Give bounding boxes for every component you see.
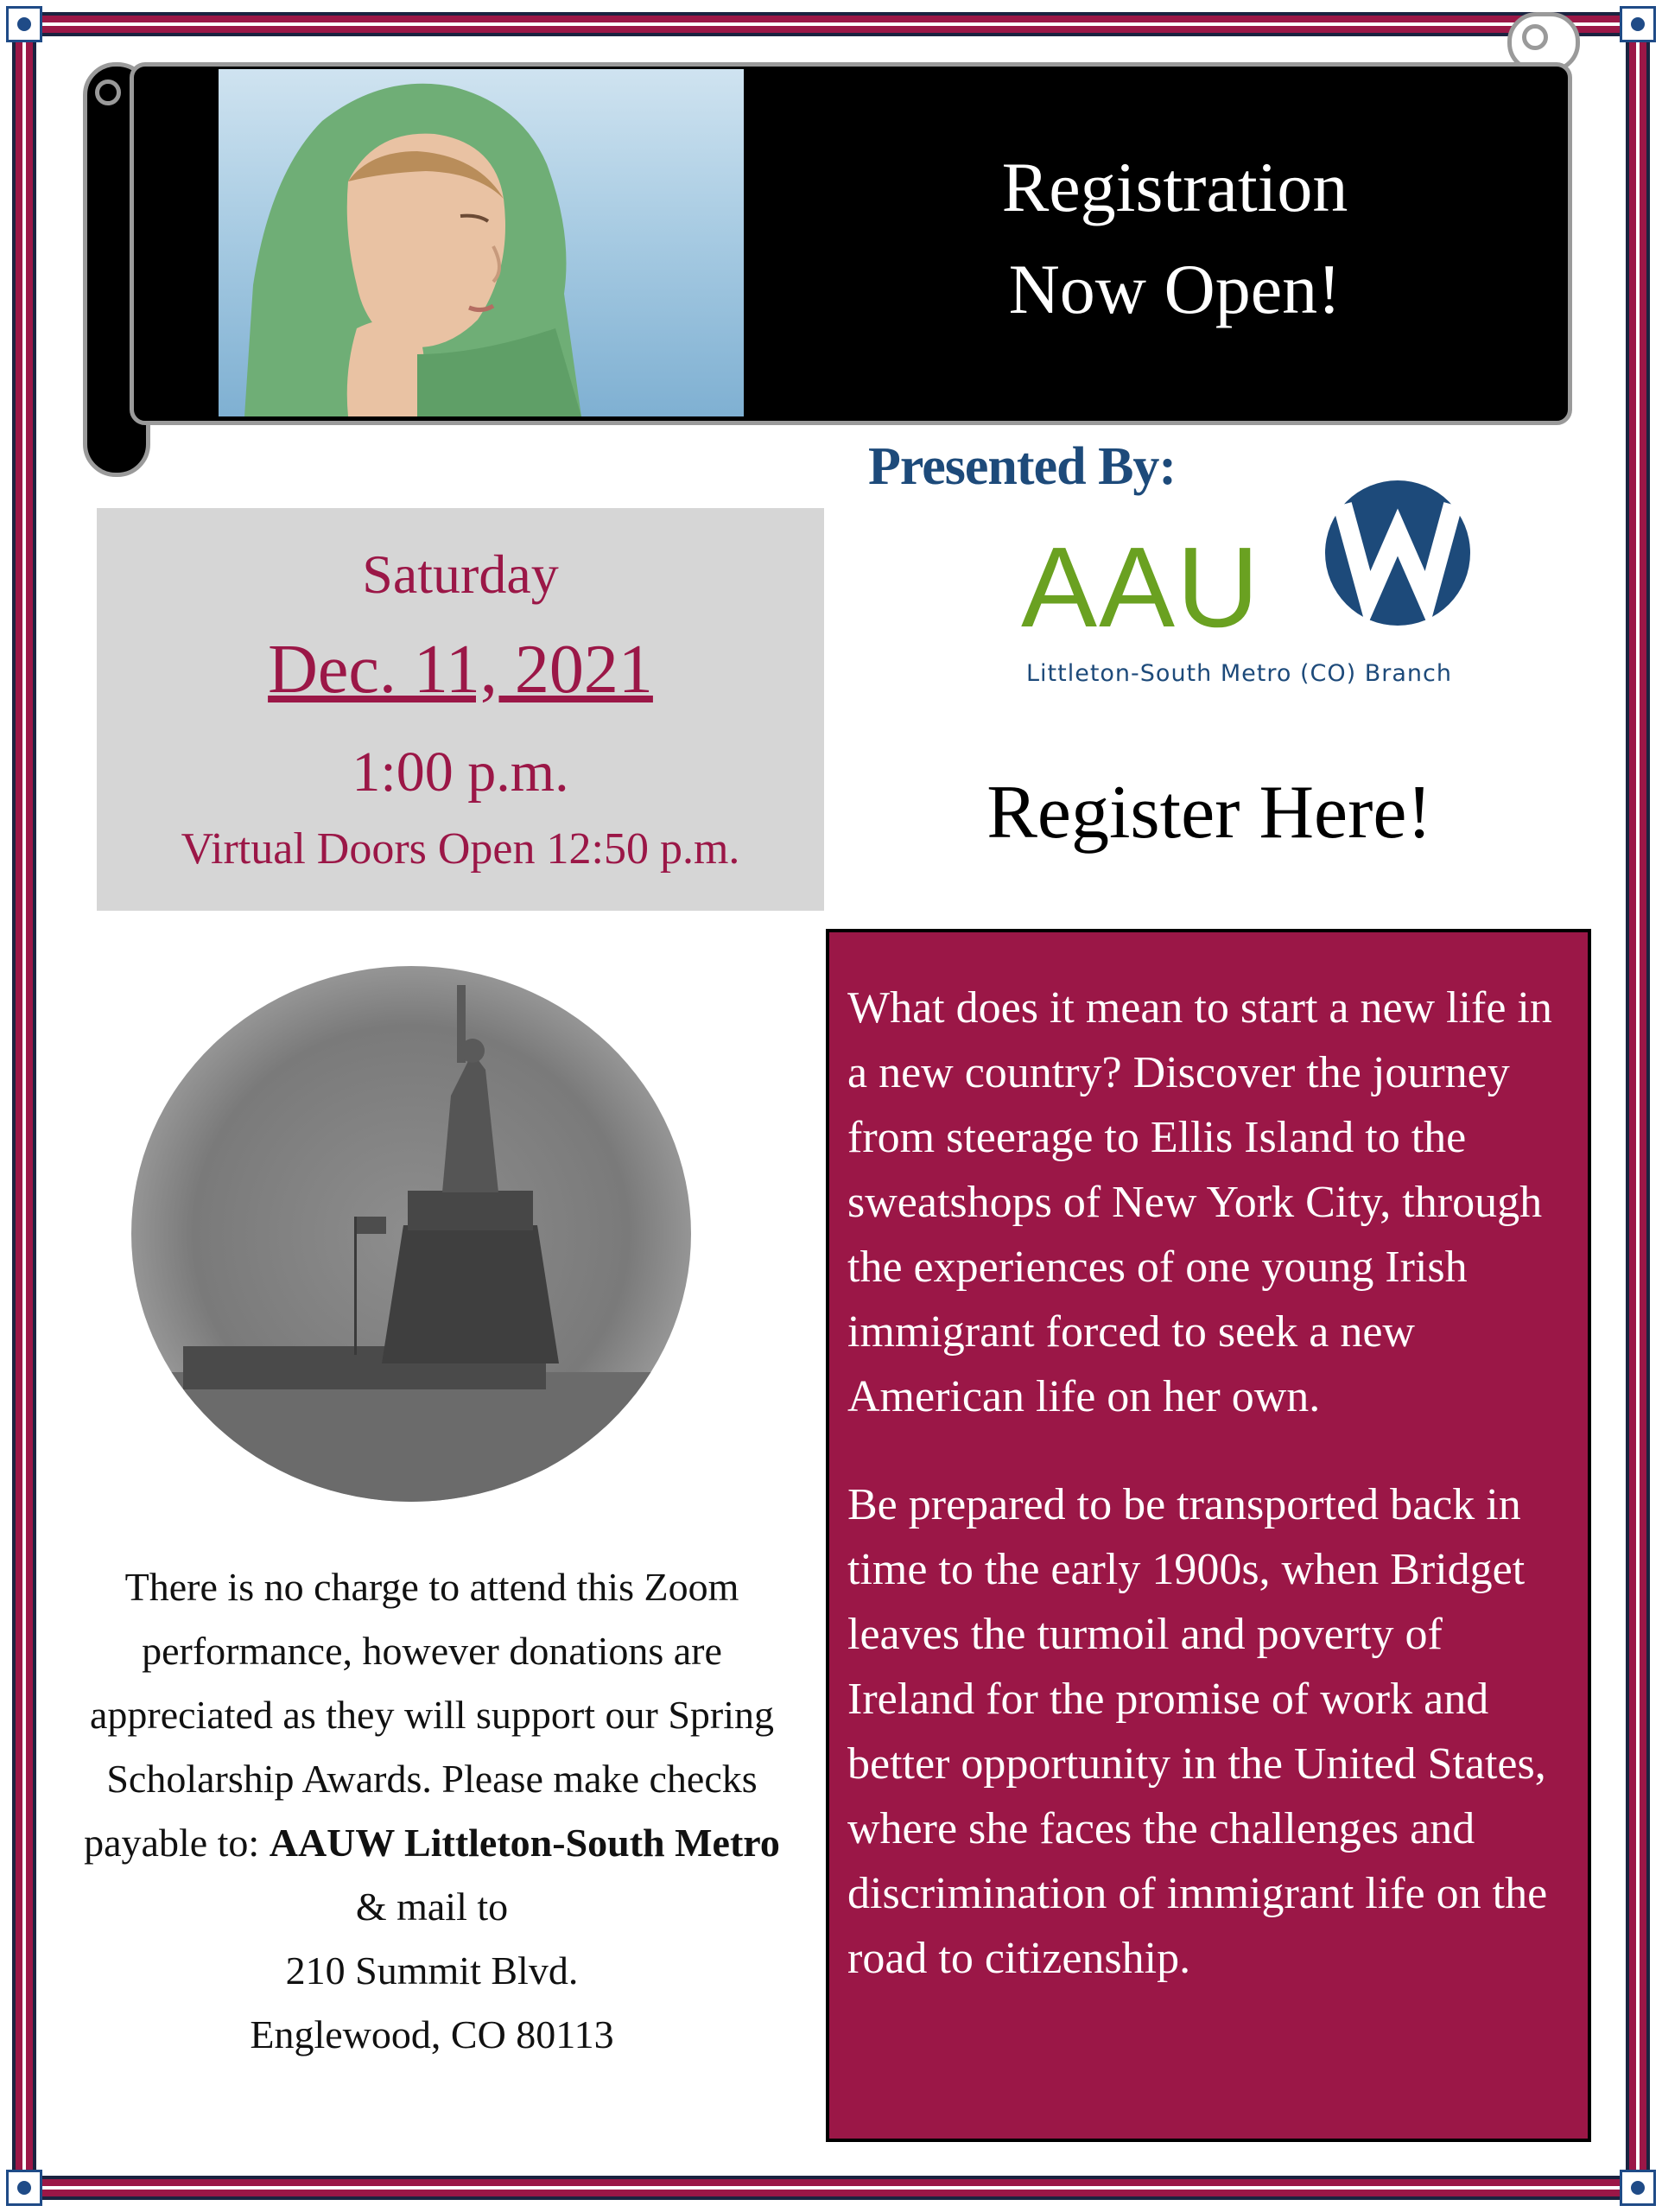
scroll-curl-icon — [1522, 24, 1548, 50]
headline-line2: Now Open! — [1008, 250, 1342, 328]
donation-payee: AAUW Littleton-South Metro — [269, 1821, 780, 1865]
scroll-curl-icon — [95, 79, 121, 105]
event-date-box — [97, 508, 824, 911]
corner-ornament-icon — [6, 6, 42, 42]
statue-photo-illustration — [131, 966, 691, 1502]
frame-left-border — [12, 17, 36, 2195]
description-paragraph-2: Be prepared to be transported back in time to the early 1900s, when Bridget leaves the turmoil and poverty of Ireland for the promise of work and better opportunity in the United States, where she faces the challenges and discrimination of immigrant life on the road to citizenship. — [847, 1480, 1548, 1983]
frame-right-border — [1626, 17, 1650, 2195]
headline — [864, 137, 1486, 340]
logo-letters: AAU — [1021, 524, 1261, 651]
event-doors-open: Virtual Doors Open 12:50 p.m. — [181, 824, 740, 874]
address-line2: Englewood, CO 80113 — [250, 2012, 614, 2056]
donation-text: There is no charge to attend this Zoom performance, however donations are appreciated as they will support our Spring Scholarship Awards. Please make checks payable to: — [84, 1565, 775, 1865]
frame-top-border — [17, 12, 1645, 36]
corner-ornament-icon — [1620, 2170, 1656, 2206]
frame-bottom-border — [17, 2176, 1645, 2200]
presented-by-label: Presented By: — [868, 437, 1177, 496]
address-line1: 210 Summit Blvd. — [285, 1948, 579, 1993]
logo-branch-text: Littleton-South Metro (CO) Branch — [1026, 660, 1452, 687]
donation-info — [65, 1555, 799, 2067]
event-time: 1:00 p.m. — [352, 741, 569, 804]
event-description-box — [826, 929, 1591, 2142]
corner-ornament-icon — [1620, 6, 1656, 42]
corner-ornament-icon — [6, 2170, 42, 2206]
donation-mail-to: & mail to — [355, 1885, 509, 1929]
woman-in-headscarf-photo — [219, 69, 744, 416]
aauw-logo — [1019, 475, 1520, 700]
event-day: Saturday — [362, 543, 559, 605]
event-date: Dec. 11, 2021 — [268, 632, 653, 708]
aauw-w-logo-icon — [1323, 479, 1472, 627]
register-here-link[interactable]: Register Here! — [986, 771, 1432, 855]
headline-line1: Registration — [1001, 148, 1348, 226]
woman-photo-illustration — [219, 69, 744, 416]
statue-of-liberty-photo — [131, 966, 691, 1502]
description-paragraph-1: What does it mean to start a new life in a new country? Discover the journey from steerage to Ellis Island to the sweatshops of New York City, through the experiences of one young Irish immigrant forced to seek a new American life on her own. — [847, 983, 1552, 1421]
